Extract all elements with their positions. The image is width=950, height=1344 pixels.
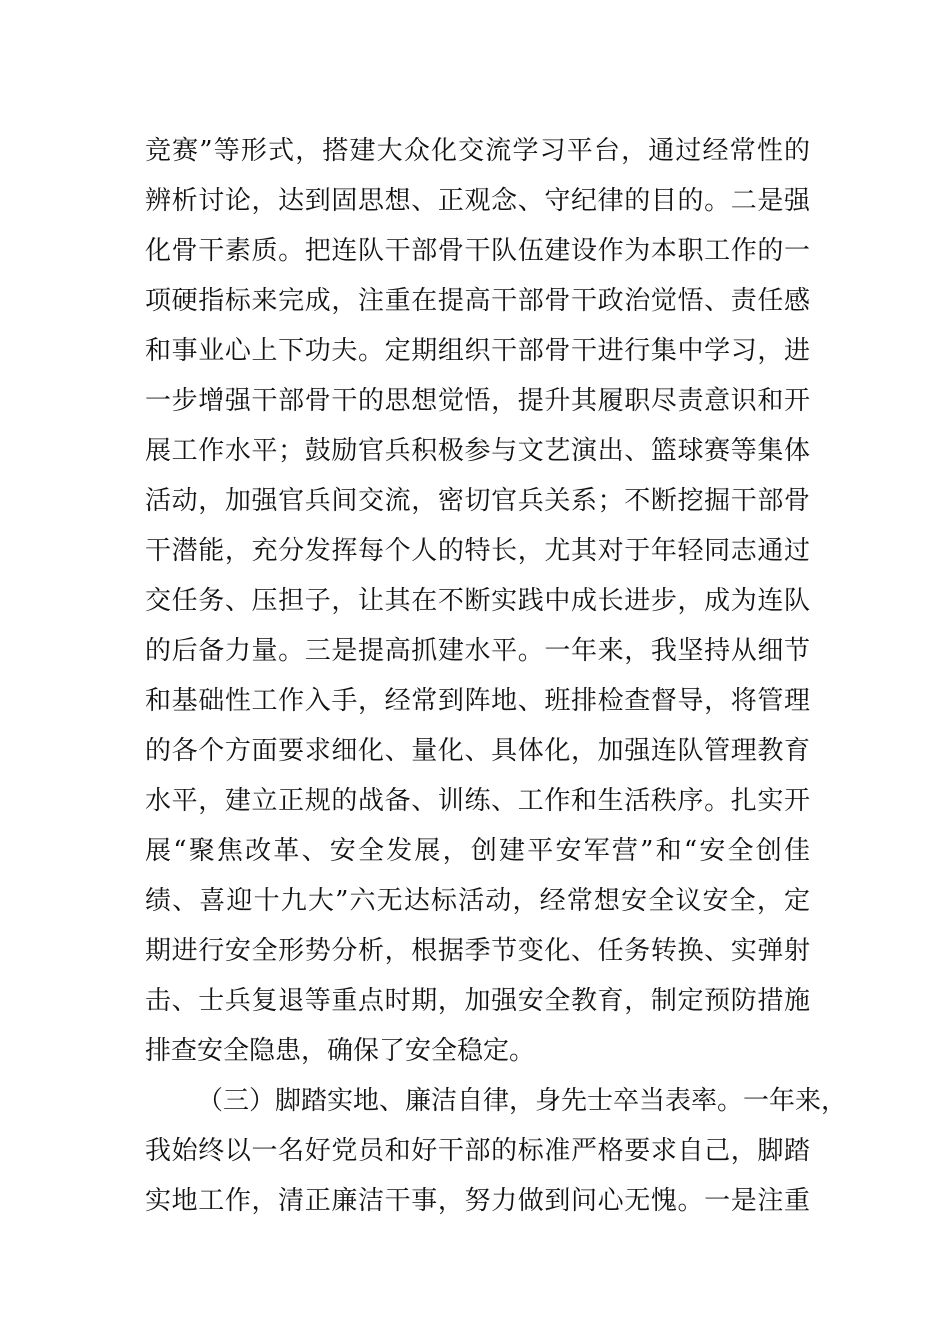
paragraph-2-line: 我始终以一名好党员和好干部的标准严格要求自己，脚踏 — [145, 1136, 810, 1166]
paragraph-1-line: 一步增强干部骨干的思想觉悟，提升其履职尽责意识和开 — [145, 386, 810, 416]
paragraph-1-line: 辨析讨论，达到固思想、正观念、守纪律的目的。二是强 — [145, 186, 810, 216]
paragraph-1-line: 竞赛”等形式，搭建大众化交流学习平台，通过经常性的 — [145, 136, 810, 166]
paragraph-1-line: 水平，建立正规的战备、训练、工作和生活秩序。扎实开 — [145, 786, 810, 816]
paragraph-1-line: 项硬指标来完成，注重在提高干部骨干政治觉悟、责任感 — [145, 286, 810, 316]
paragraph-1-line: 化骨干素质。把连队干部骨干队伍建设作为本职工作的一 — [145, 236, 810, 266]
paragraph-1-line: 和事业心上下功夫。定期组织干部骨干进行集中学习，进 — [145, 336, 810, 366]
paragraph-1-line: 击、士兵复退等重点时期，加强安全教育，制定预防措施 — [145, 986, 810, 1016]
paragraph-2-line: 实地工作，清正廉洁干事，努力做到问心无愧。一是注重 — [145, 1186, 810, 1216]
paragraph-1-line: 交任务、压担子，让其在不断实践中成长进步，成为连队 — [145, 586, 810, 616]
paragraph-1-line: 活动，加强官兵间交流，密切官兵关系；不断挖掘干部骨 — [145, 486, 810, 516]
paragraph-1-line: 和基础性工作入手，经常到阵地、班排检查督导，将管理 — [145, 686, 810, 716]
paragraph-1-line: 绩、喜迎十九大”六无达标活动，经常想安全议安全，定 — [145, 886, 810, 916]
paragraph-2-line: （三）脚踏实地、廉洁自律，身先士卒当表率。一年来， — [197, 1086, 848, 1116]
paragraph-1-line: 展“聚焦改革、安全发展，创建平安军营”和“安全创佳 — [145, 836, 810, 866]
document-body — [145, 126, 848, 1226]
paragraph-1-line: 的各个方面要求细化、量化、具体化，加强连队管理教育 — [145, 736, 810, 766]
paragraph-1-line: 期进行安全形势分析，根据季节变化、任务转换、实弹射 — [145, 936, 810, 966]
paragraph-1-line: 排查安全隐患，确保了安全稳定。 — [145, 1036, 536, 1066]
paragraph-1-line: 展工作水平；鼓励官兵积极参与文艺演出、篮球赛等集体 — [145, 436, 810, 466]
paragraph-1-line: 的后备力量。三是提高抓建水平。一年来，我坚持从细节 — [145, 636, 810, 666]
paragraph-1-line: 干潜能，充分发挥每个人的特长，尤其对于年轻同志通过 — [145, 536, 810, 566]
